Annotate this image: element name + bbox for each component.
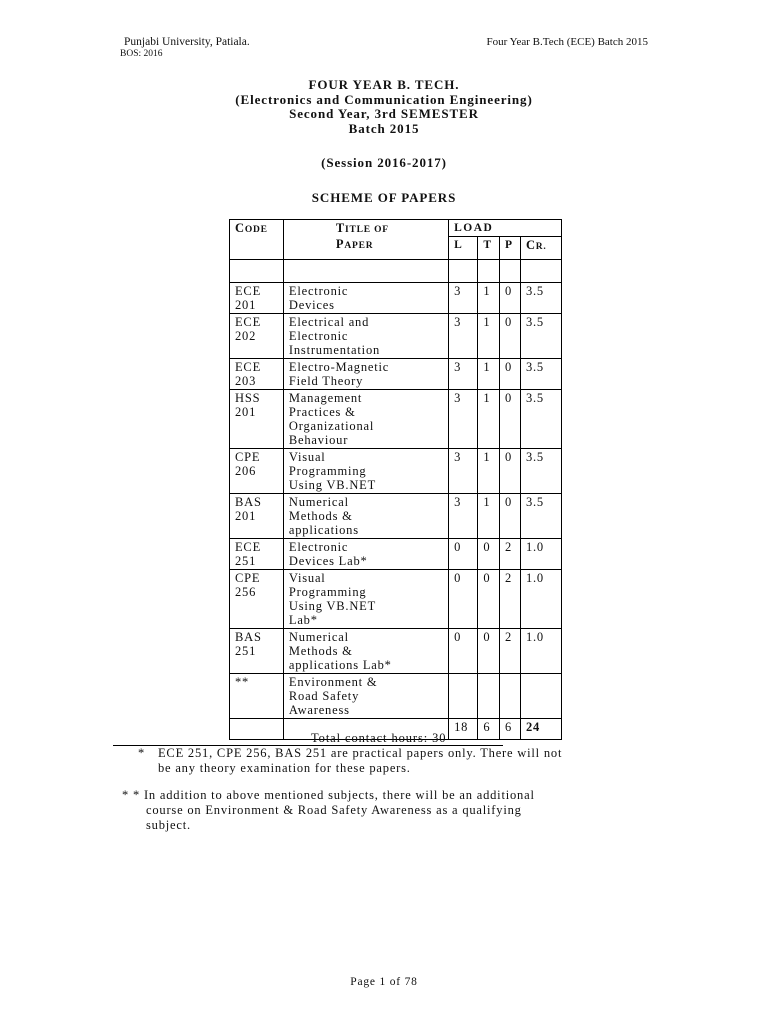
session-title: (Session 2016-2017) [321, 155, 447, 170]
header-p: P [500, 237, 521, 260]
footnote-practical-line-2: be any theory examination for these papers. [158, 761, 411, 775]
table-row [230, 570, 562, 629]
total-p: 6 [500, 719, 521, 740]
header-t: T [478, 237, 500, 260]
course-title-line: Devices [288, 298, 335, 312]
course-title-line: Methods & [288, 644, 353, 658]
load-p: 0 [500, 449, 521, 494]
course-title [283, 629, 448, 674]
course-title-line: applications Lab* [288, 658, 392, 672]
course-title-line: applications [288, 523, 359, 537]
header-university: Punjabi University, Patiala. [124, 36, 250, 48]
header-code: CODE [230, 220, 284, 260]
course-title-line: Electronic [288, 329, 349, 343]
title-line-2: (Electronics and Communication Engineering) [235, 91, 533, 107]
footnote-practical-line-1: ECE 251, CPE 256, BAS 251 are practical papers only. There will not [158, 746, 563, 760]
footnote-environment-line-1: * * In addition to above mentioned subjects, there will be an additional [122, 788, 535, 802]
course-title-line: Environment & [288, 675, 378, 689]
course-title-line: Visual [288, 450, 326, 464]
load-p: 0 [500, 283, 521, 314]
course-code [230, 494, 284, 539]
course-title [283, 359, 448, 390]
course-code [230, 314, 284, 359]
footnote-star: * [138, 746, 146, 760]
course-title-line: Visual [288, 571, 326, 585]
course-title-line: Using VB.NET [288, 478, 377, 492]
load-p: 2 [500, 570, 521, 629]
load-l: 3 [449, 359, 478, 390]
course-title-line: Using VB.NET [288, 599, 377, 613]
course-code-line: 201 [235, 298, 257, 312]
course-title-line: Road Safety [288, 689, 360, 703]
course-code [230, 283, 284, 314]
header-title: TITLE OF PAPER [283, 220, 448, 260]
total-contact-hours: Total contact hours: 30 [311, 731, 447, 745]
load-credits: 1.0 [520, 570, 561, 629]
load-credits [520, 674, 561, 719]
load-t: 0 [478, 570, 500, 629]
load-p: 0 [500, 390, 521, 449]
spacer-row [230, 260, 562, 283]
course-title-line: Awareness [288, 703, 350, 717]
totals-code [230, 719, 284, 740]
course-code [230, 359, 284, 390]
course-code-line: 251 [235, 644, 257, 658]
course-code-line: CPE [235, 571, 261, 585]
header-cr: CR. [520, 237, 561, 260]
course-code [230, 570, 284, 629]
load-p: 0 [500, 314, 521, 359]
header-bos: BOS: 2016 [120, 49, 163, 59]
course-title-line: Practices & [288, 405, 356, 419]
total-l: 18 [449, 719, 478, 740]
course-title-line: Devices Lab* [288, 554, 368, 568]
load-t: 0 [478, 629, 500, 674]
course-code-line: 201 [235, 405, 257, 419]
course-code [230, 390, 284, 449]
course-title-line: Organizational [288, 419, 375, 433]
course-title-line: Electronic [288, 284, 349, 298]
course-code-line: 206 [235, 464, 257, 478]
course-title [283, 539, 448, 570]
scheme-title: SCHEME OF PAPERS [311, 189, 457, 205]
course-title-line: Electro-Magnetic [288, 360, 390, 374]
load-credits: 3.5 [520, 314, 561, 359]
course-title-line: Behaviour [288, 433, 349, 447]
course-title-line: Methods & [288, 509, 353, 523]
load-t: 1 [478, 359, 500, 390]
load-p: 0 [500, 359, 521, 390]
table-row [230, 390, 562, 449]
course-title-line: Electronic [288, 540, 349, 554]
course-code [230, 539, 284, 570]
course-code-line: ECE [235, 284, 262, 298]
course-code-line: ** [235, 675, 250, 689]
course-title [283, 283, 448, 314]
header-load: LOAD [449, 220, 562, 237]
course-code-line: 202 [235, 329, 257, 343]
course-title-line: Management [288, 391, 363, 405]
page-number: Page 1 of 78 [350, 976, 418, 988]
header-l: L [449, 237, 478, 260]
load-l: 0 [449, 570, 478, 629]
total-t: 6 [478, 719, 500, 740]
load-t: 1 [478, 314, 500, 359]
course-code [230, 674, 284, 719]
table-row [230, 629, 562, 674]
table-row [230, 283, 562, 314]
load-l: 3 [449, 283, 478, 314]
document-titles [0, 78, 768, 205]
title-line-4: Batch 2015 [348, 120, 420, 136]
load-p [500, 674, 521, 719]
load-credits: 1.0 [520, 629, 561, 674]
load-p: 2 [500, 539, 521, 570]
table-row [230, 314, 562, 359]
load-l [449, 674, 478, 719]
course-title-line: Programming [288, 464, 367, 478]
course-code-line: 201 [235, 509, 257, 523]
course-title-line: Numerical [288, 495, 349, 509]
load-credits: 3.5 [520, 494, 561, 539]
footnote-environment-line-3: subject. [146, 818, 191, 832]
course-title-line: Programming [288, 585, 367, 599]
load-t: 1 [478, 283, 500, 314]
course-code-line: BAS [235, 630, 262, 644]
load-credits: 1.0 [520, 539, 561, 570]
course-title [283, 314, 448, 359]
footnote-practical [138, 746, 698, 776]
course-code-line: 203 [235, 374, 257, 388]
load-t: 0 [478, 539, 500, 570]
table-row [230, 449, 562, 494]
course-code-line: ECE [235, 315, 262, 329]
course-title-line: Field Theory [288, 374, 364, 388]
load-l: 3 [449, 449, 478, 494]
header-batch: Four Year B.Tech (ECE) Batch 2015 [486, 36, 648, 48]
load-t: 1 [478, 449, 500, 494]
table-row [230, 539, 562, 570]
load-t: 1 [478, 494, 500, 539]
course-code [230, 449, 284, 494]
course-code-line: BAS [235, 495, 262, 509]
table-row [230, 494, 562, 539]
course-title [283, 390, 448, 449]
course-title [283, 494, 448, 539]
table-row [230, 359, 562, 390]
scheme-table [229, 219, 562, 740]
load-credits: 3.5 [520, 390, 561, 449]
load-credits: 3.5 [520, 283, 561, 314]
load-credits: 3.5 [520, 449, 561, 494]
course-code-line: 251 [235, 554, 257, 568]
course-title-line: Numerical [288, 630, 349, 644]
title-line-1: FOUR YEAR B. TECH. [308, 77, 460, 92]
load-credits: 3.5 [520, 359, 561, 390]
course-title [283, 570, 448, 629]
load-l: 0 [449, 629, 478, 674]
load-t: 1 [478, 390, 500, 449]
course-title-line: Electrical and [288, 315, 370, 329]
load-p: 2 [500, 629, 521, 674]
course-code-line: ECE [235, 360, 262, 374]
title-line-3: Second Year, 3rd SEMESTER [289, 106, 479, 121]
total-credits: 24 [520, 719, 561, 740]
table-header-row [230, 220, 562, 237]
course-title-line: Instrumentation [288, 343, 381, 357]
course-code [230, 629, 284, 674]
load-p: 0 [500, 494, 521, 539]
load-l: 3 [449, 314, 478, 359]
course-title [283, 674, 448, 719]
load-l: 3 [449, 494, 478, 539]
course-code-line: HSS [235, 391, 261, 405]
course-code-line: CPE [235, 450, 261, 464]
load-l: 3 [449, 390, 478, 449]
course-title-line: Lab* [288, 613, 318, 627]
table-row [230, 674, 562, 719]
load-l: 0 [449, 539, 478, 570]
footnote-environment-line-2: course on Environment & Road Safety Awareness as a qualifying [146, 803, 522, 817]
course-code-line: 256 [235, 585, 257, 599]
course-code-line: ECE [235, 540, 262, 554]
load-t [478, 674, 500, 719]
course-title [283, 449, 448, 494]
footnote-environment [122, 788, 682, 833]
